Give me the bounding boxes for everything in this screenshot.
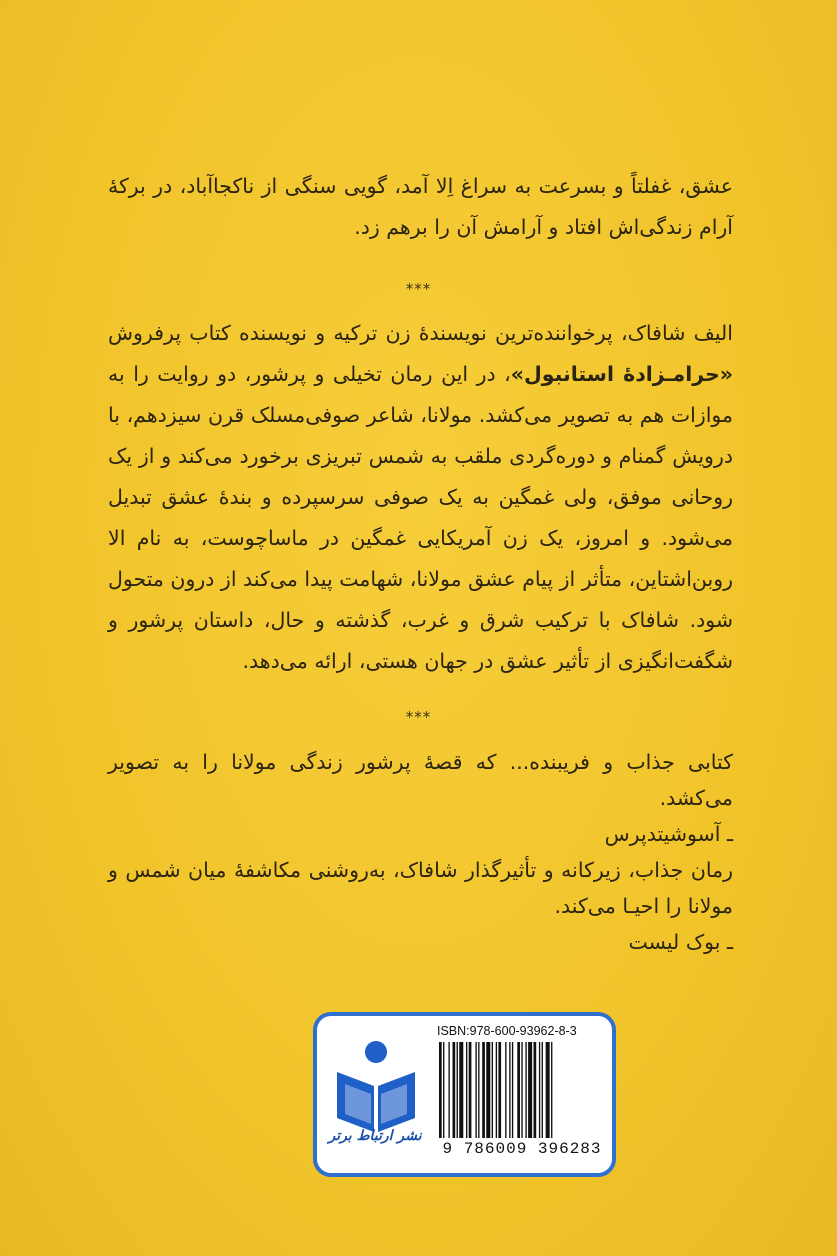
description-part-2: ، در این رمان تخیلی و پرشور، دو روایت را به موازات هم به تصویر می‌کشد. مولانا، شاعر صوفی‌مسلک قرن سیزدهم، با درویش گمنام و دوره‌گردی ملقب به شمس تبریزی برخورد می‌کند و از یک روحانی موفق، ولی غمگین به یک صوفی سرسپرده و بندهٔ عشق تبدیل می‌شود. و امروز، یک زن آمریکایی غمگین در ماساچوست، به نام الا روبن‌اشتاین، متأثر از پیام عشق مولانا، شهامت پیدا می‌کند از درون متحول شود. شافاک با ترکیب شرق و غرب، گذشته و حال، داستان پرشور و شگفت‌انگیزی از تأثیر عشق در جهان هستی، ارائه می‌دهد. [108, 362, 733, 673]
reviews-section [108, 744, 733, 960]
intro-line-1: عشق، غفلتاً و بسرعت به سراغ اِلا آمد، گویی سنگی از ناکجاآباد، در برکهٔ آرام زندگی‌اش [108, 174, 733, 239]
book-title-bold: «حرامـزادهٔ استانبول» [510, 362, 733, 386]
description-paragraph [108, 313, 733, 682]
barcode-icon [437, 1042, 609, 1138]
intro-line-2: افتاد و آرامش آن را برهم زد. [354, 215, 603, 239]
description-part-1: الیف شافاک، پرخواننده‌ترین نویسندهٔ زن ترکیه و نویسنده کتاب پرفروش [108, 321, 733, 345]
separator-stars-1: *** [405, 280, 432, 298]
intro-paragraph [108, 166, 733, 248]
publisher-name: نشر ارتباط برتر [328, 1128, 422, 1144]
publisher-isbn-box [313, 1012, 616, 1177]
isbn-label: ISBN:978-600-93962-8-3 [437, 1024, 577, 1038]
review-source-1: ـ آسوشیتدپرس [604, 822, 733, 846]
barcode-number: 9 786009 396283 [442, 1140, 602, 1158]
review-source-2: ـ بوک لیست [628, 930, 733, 954]
separator-stars-2: *** [405, 708, 432, 726]
publisher-logo-icon [327, 1028, 425, 1168]
review-quote-2: رمان جذاب، زیرکانه و تأثیرگذار شافاک، به‌روشنی مکاشفهٔ میان شمس و مولانا را احیـا می‌کند. [108, 858, 733, 918]
review-quote-1: کتابی جذاب و فریبنده... که قصهٔ پرشور زندگی مولانا را به تصویر می‌کشد. [108, 750, 733, 810]
